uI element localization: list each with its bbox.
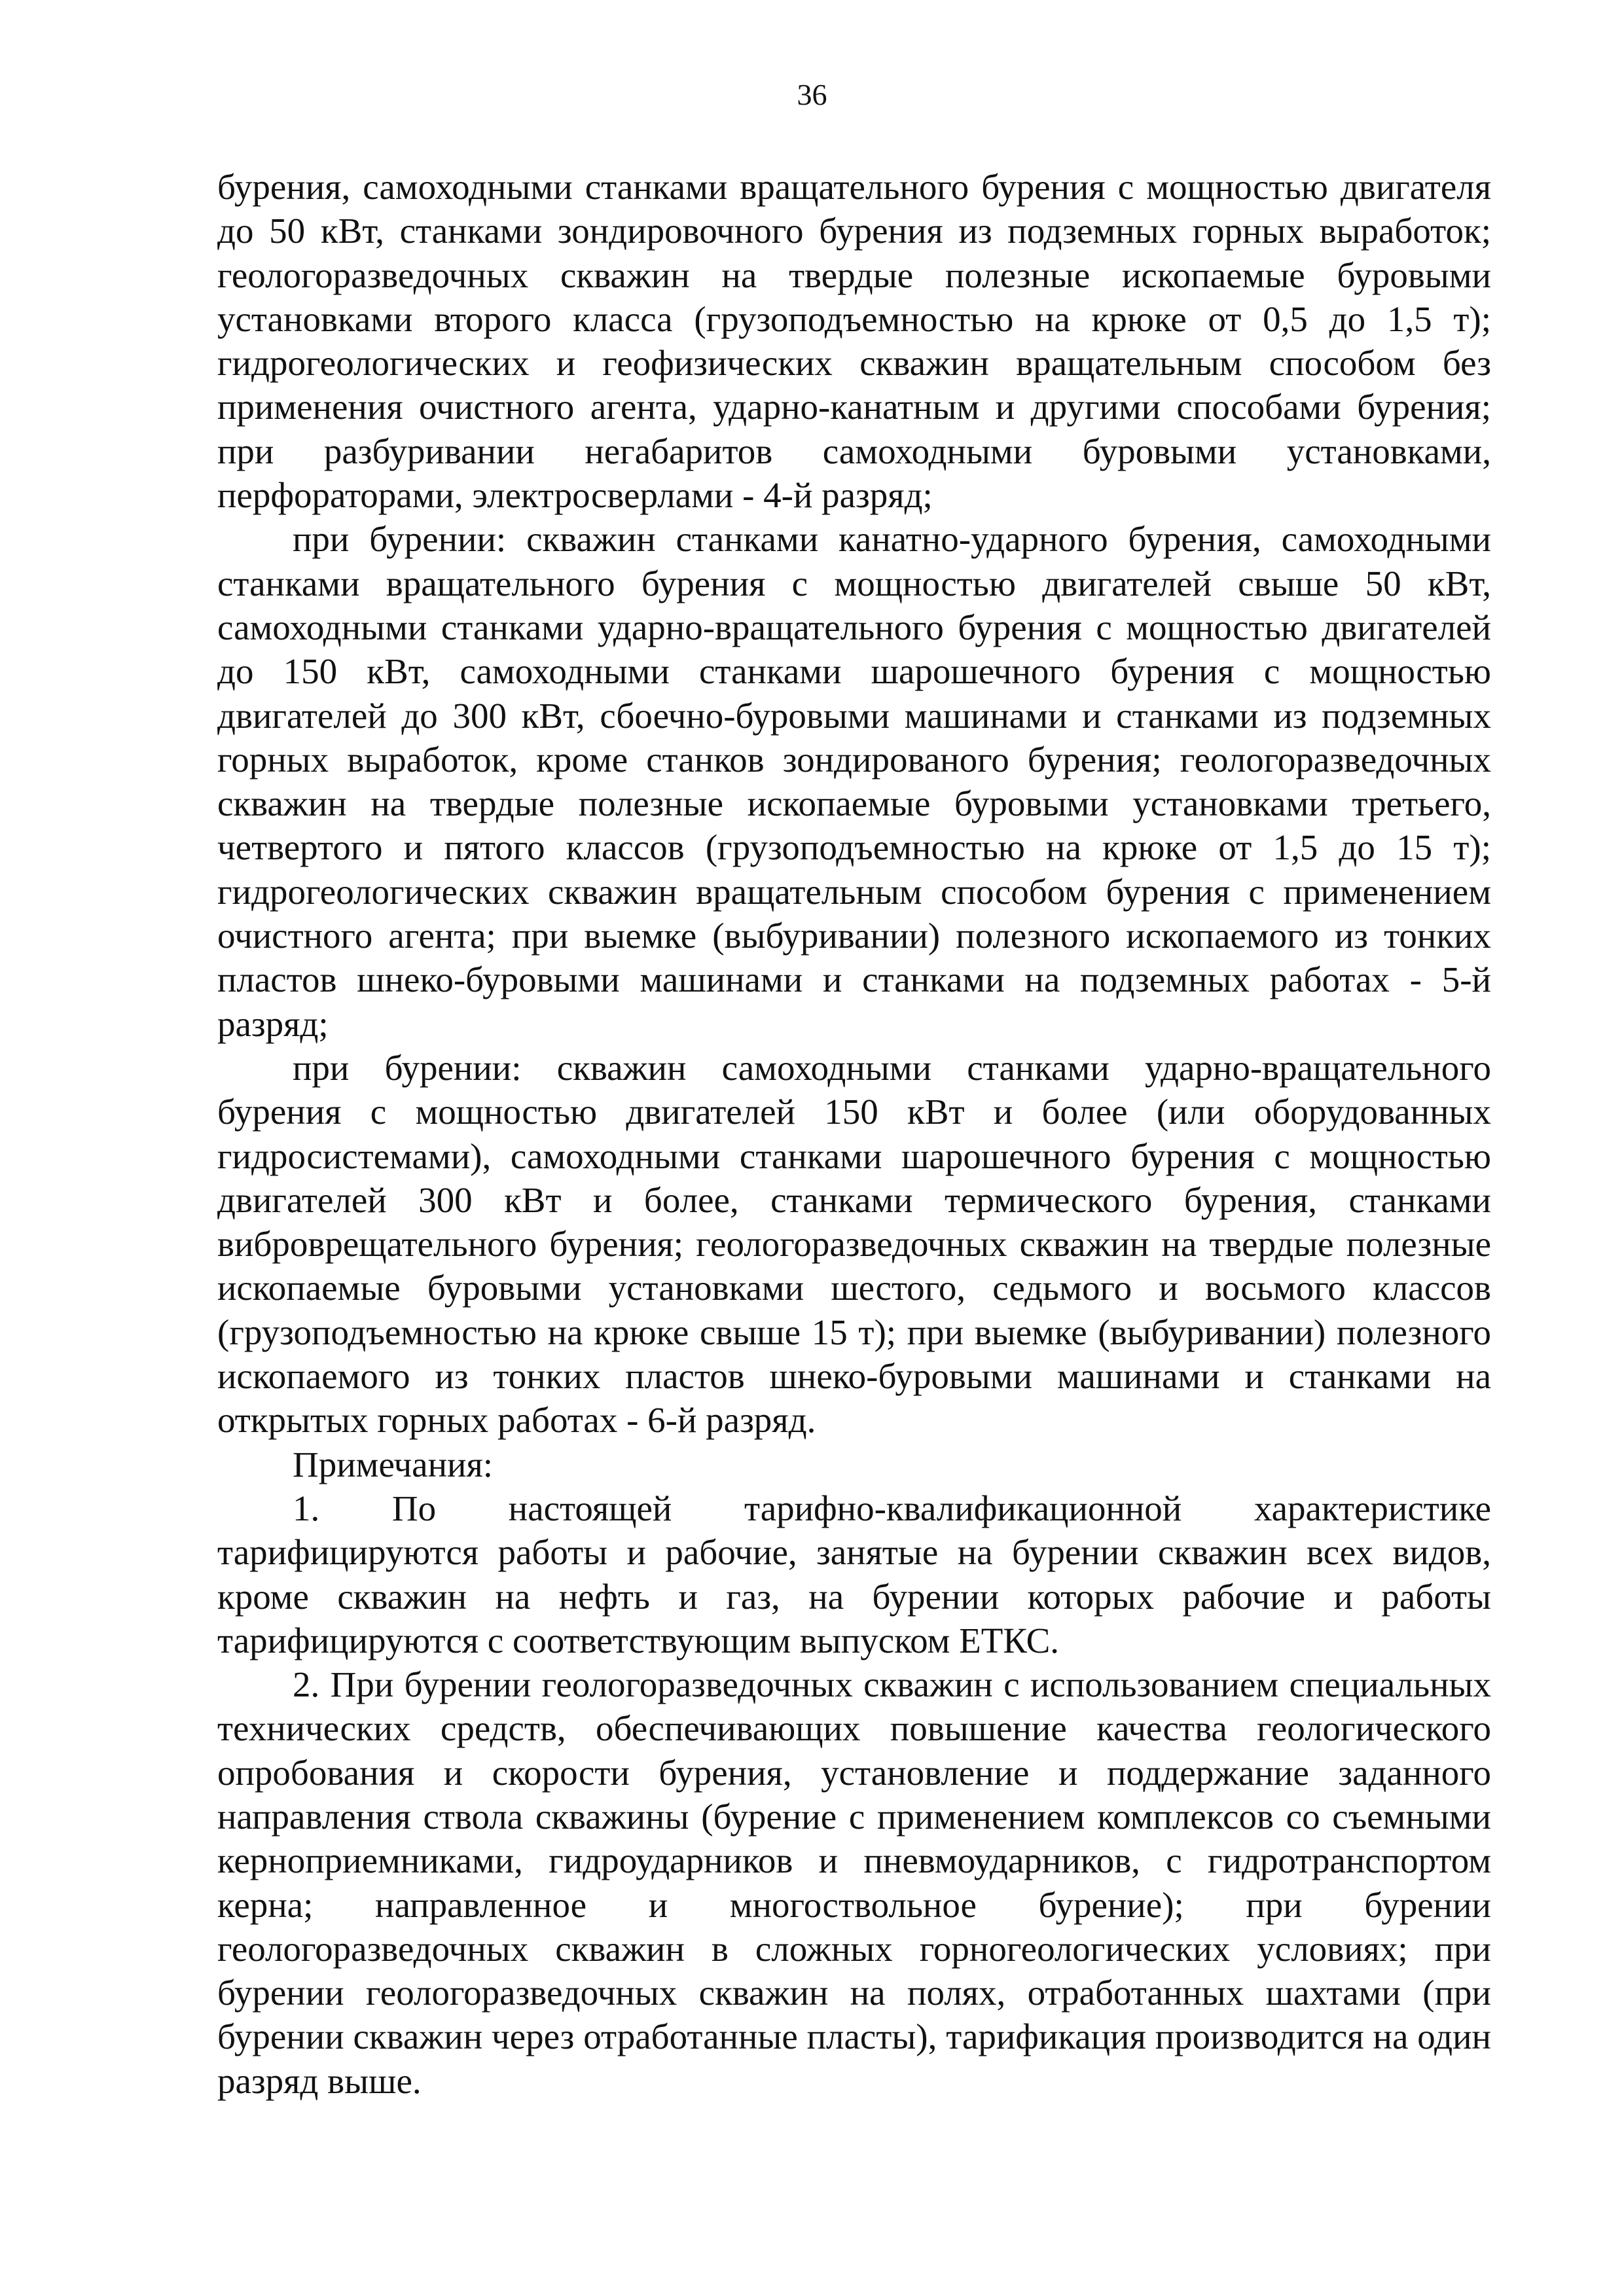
paragraph-continuation: бурения, самоходными станками вращательного бурения с мощностью двигателя до 50 кВт, станками зондировочного бурения из подземных горных выработок; геологоразведочных скважин на твердые полезные ископаемые буровыми установками второго класса (грузоподъемностью на крюке от 0,5 до 1,5 т); гидрогеологических и геофизических скважин вращательным способом без применения очистного агента, ударно-канатным и другими способами бурения; при разбуривании негабаритов самоходными буровыми установками, перфораторами, электросверлами - 4-й разряд;: [217, 167, 1491, 516]
page-number: 36: [797, 78, 827, 111]
note-2: 2. При бурении геологоразведочных скважин с использованием специальных технических средств, обеспечивающих повышение качества геологического опробования и скорости бурения, установление и поддержание заданного направления ствола скважины (бурение с применением комплексов со съемными керноприемниками, гидроударников и пневмоударников, с гидротранспортом керна; направленное и многоствольное бурение); при бурении геологоразведочных скважин в сложных горногеологических условиях; при бурении геологоразведочных скважин на полях, отработанных шахтами (при бурении скважин через отработанные пласты), тарификация производится на один разряд выше.: [217, 1664, 1491, 2101]
paragraph-grade-6: при бурении: скважин самоходными станками ударно-вращательного бурения с мощностью двигателей 150 кВт и более (или оборудованных гидросистемами), самоходными станками шарошечного бурения с мощностью двигателей 300 кВт и более, станками термического бурения, станками виброврещательного бурения; геологоразведочных скважин на твердые полезные ископаемые буровыми установками шестого, седьмого и восьмого классов (грузоподъемностью на крюке свыше 15 т); при выемке (выбуривании) полезного ископаемого из тонких пластов шнеко-буровыми машинами и станками на открытых горных работах - 6-й разряд.: [217, 1047, 1491, 1441]
note-1: 1. По настоящей тарифно-квалификационной характеристике тарифицируются работы и рабочие, занятые на бурении скважин всех видов, кроме скважин на нефть и газ, на бурении которых рабочие и работы тарифицируются с соответствующим выпуском ЕТКС.: [217, 1488, 1491, 1660]
notes-heading: Примечания:: [293, 1444, 494, 1484]
document-body: [217, 165, 1491, 2103]
paragraph-grade-5: при бурении: скважин станками канатно-ударного бурения, самоходными станками вращательного бурения с мощностью двигателей свыше 50 кВт, самоходными станками ударно-вращательного бурения с мощностью двигателей до 150 кВт, самоходными станками шарошечного бурения с мощностью двигателей до 300 кВт, сбоечно-буровыми машинами и станками из подземных горных выработок, кроме станков зондированого бурения; геологоразведочных скважин на твердые полезные ископаемые буровыми установками третьего, четвертого и пятого классов (грузоподъемностью на крюке от 1,5 до 15 т); гидрогеологических скважин вращательным способом бурения с применением очистного агента; при выемке (выбуривании) полезного ископаемого из тонких пластов шнеко-буровыми машинами и станками на подземных работах - 5-й разряд;: [217, 519, 1491, 1044]
